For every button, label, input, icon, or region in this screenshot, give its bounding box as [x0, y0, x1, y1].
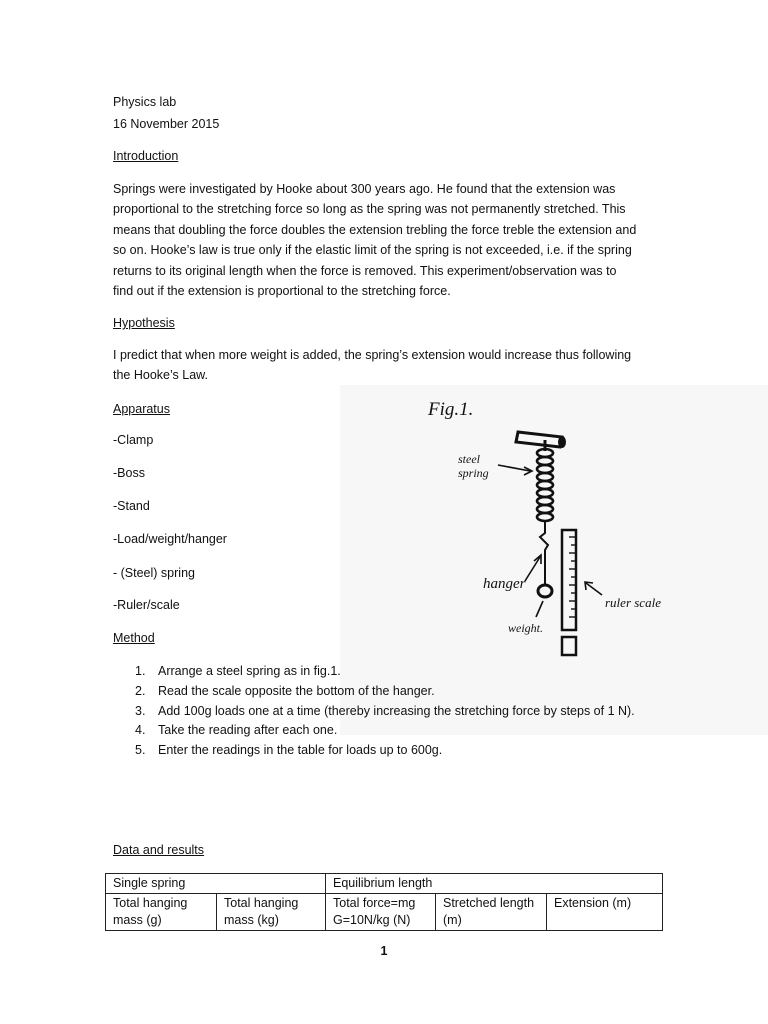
table-header-cell	[217, 894, 326, 931]
table-header-cell	[436, 894, 547, 931]
table-cell: Single spring	[106, 874, 326, 894]
document-date: 16 November 2015	[113, 117, 220, 131]
table-header-cell	[106, 894, 217, 931]
table-row	[106, 874, 663, 894]
cell-line: Total hanging	[113, 896, 188, 910]
label-steel: steel	[458, 452, 480, 466]
intro-line: proportional to the stretching force so long as the spring was not permanently stretched. This	[113, 202, 626, 217]
step-text: Take the reading after each one.	[158, 723, 338, 738]
step-text: Read the scale opposite the bottom of the hanger.	[158, 683, 435, 698]
intro-line: returns to its original length when the force is removed. This experiment/observation was to	[113, 263, 617, 278]
apparatus-item-ruler: -Ruler/scale	[113, 598, 180, 612]
apparatus-item-clamp: -Clamp	[113, 433, 154, 447]
step-number: 4.	[135, 723, 146, 738]
label-weight: weight.	[508, 621, 543, 635]
label-spring: spring	[458, 466, 489, 480]
cell-line: G=10N/kg (N)	[333, 913, 411, 927]
step-number: 3.	[135, 703, 146, 718]
weight-mass	[538, 585, 552, 597]
cell-line: Extension (m)	[554, 896, 632, 910]
cell-line: (m)	[443, 913, 462, 927]
hypothesis-line: I predict that when more weight is added, the spring’s extension would increase thus following	[113, 348, 632, 362]
method-step	[113, 741, 635, 761]
hypothesis-heading: Hypothesis	[113, 316, 175, 330]
method-step	[113, 662, 635, 682]
step-number: 2.	[135, 683, 146, 698]
data-results-heading: Data and results	[113, 843, 205, 857]
step-number: 1.	[135, 664, 146, 678]
apparatus-item-stand: -Stand	[113, 499, 150, 513]
steel-spring	[537, 449, 553, 521]
apparatus-heading: Apparatus	[113, 402, 170, 416]
method-heading: Method	[113, 631, 155, 645]
label-hanger: hanger	[483, 576, 526, 592]
apparatus-item-spring: - (Steel) spring	[113, 566, 195, 580]
ruler-scale	[562, 530, 576, 655]
apparatus-item-load: -Load/weight/hanger	[113, 532, 227, 546]
cell-line: Total force=mg	[333, 896, 416, 910]
step-text: Add 100g loads one at a time (thereby increasing the stretching force by steps of 1 N).	[158, 703, 635, 718]
cell-line: mass (kg)	[224, 913, 279, 927]
step-text: Enter the readings in the table for loads up to 600g.	[158, 743, 443, 758]
method-step	[113, 721, 635, 741]
document-title: Physics lab	[113, 95, 177, 109]
step-text: Arrange a steel spring as in fig.1.	[158, 664, 341, 678]
intro-line: means that doubling the force doubles the extension trebling the force treble the extension and	[113, 222, 637, 237]
table-row	[106, 894, 663, 931]
introduction-paragraph	[113, 179, 658, 301]
intro-line: so on. Hooke’s law is true only if the elastic limit of the spring is not exceeded, i.e. if the spring	[113, 243, 632, 258]
cell-line: Stretched length	[443, 896, 535, 910]
cell-line: mass (g)	[113, 913, 162, 927]
step-number: 5.	[135, 743, 146, 758]
table-header-cell	[547, 894, 663, 931]
cell-line: Total hanging	[224, 896, 299, 910]
intro-line: Springs were investigated by Hooke about 300 years ago. He found that the extension was	[113, 182, 616, 196]
label-ruler-scale: ruler scale	[605, 595, 661, 610]
hypothesis-paragraph	[113, 345, 658, 386]
figure-title: Fig.1.	[428, 399, 474, 420]
table-cell: Equilibrium length	[326, 874, 663, 894]
introduction-heading: Introduction	[113, 149, 179, 163]
method-steps	[113, 662, 635, 761]
intro-line: find out if the extension is proportional to the stretching force.	[113, 284, 451, 299]
apparatus-item-boss: -Boss	[113, 466, 145, 480]
results-table	[105, 873, 663, 931]
page-number: 1	[380, 944, 388, 958]
method-step	[113, 702, 635, 722]
table-header-cell	[326, 894, 436, 931]
hypothesis-line: the Hooke’s Law.	[113, 368, 208, 383]
method-step	[113, 682, 635, 702]
